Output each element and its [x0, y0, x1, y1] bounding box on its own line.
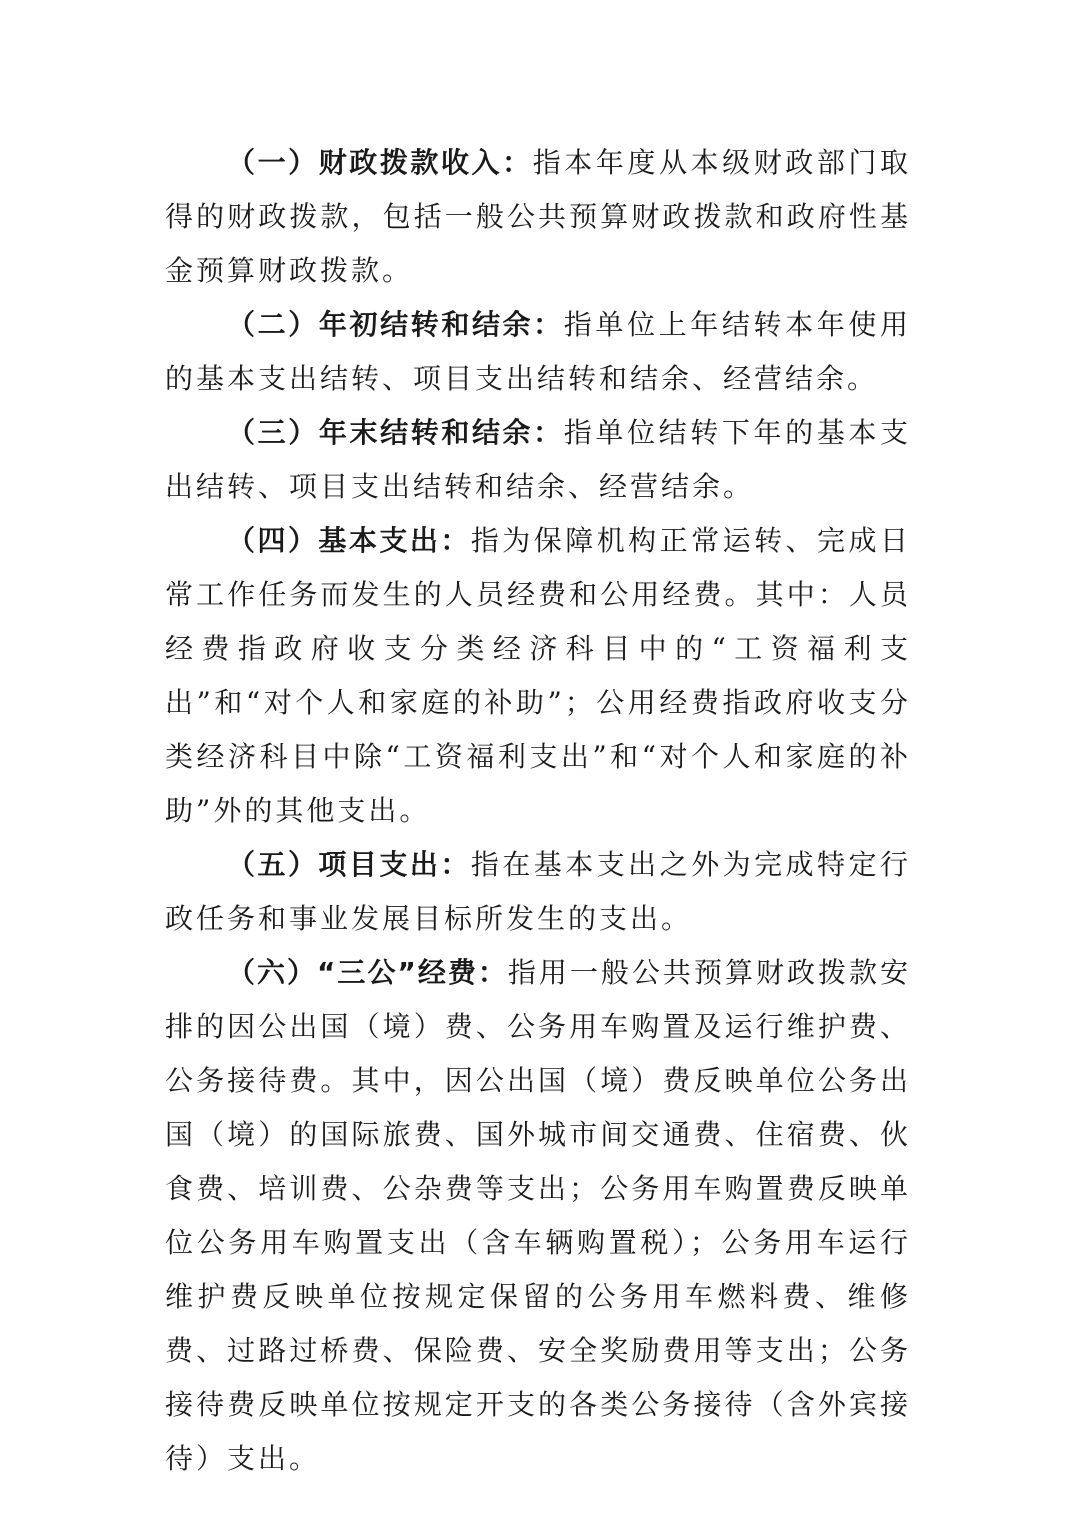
paragraph-6: [165, 946, 911, 1486]
paragraph-3-heading: （三）年末结转和结余：: [227, 416, 564, 449]
paragraph-4: [165, 514, 911, 838]
document-body: [165, 136, 911, 1486]
paragraph-1-heading: （一）财政拨款收入：: [227, 146, 533, 179]
paragraph-3: [165, 406, 911, 514]
paragraph-1-text: 指本年度从本级财政部门取得的财政拨款，包括一般公共预算财政拨款和政府性基金预算财政拨款。: [165, 146, 911, 287]
paragraph-5-text: 指在基本支出之外为完成特定行政任务和事业发展目标所发生的支出。: [165, 848, 911, 935]
paragraph-6-text: 指用一般公共预算财政拨款安排的因公出国（境）费、公务用车购置及运行维护费、公务接待费。其中，因公出国（境）费反映单位公务出国（境）的国际旅费、国外城市间交通费、住宿费、伙食费、培训费、公杂费等支出；公务用车购置费反映单位公务用车购置支出（含车辆购置税）；公务用车运行维护费反映单位按规定保留的公务用车燃料费、维修费、过路过桥费、保险费、安全奖励费用等支出；公务接待费反映单位按规定开支的各类公务接待（含外宾接待）支出。: [165, 956, 911, 1475]
paragraph-5: [165, 838, 911, 946]
paragraph-5-heading: （五）项目支出：: [227, 848, 471, 881]
paragraph-4-heading: （四）基本支出：: [227, 524, 471, 557]
paragraph-2: [165, 298, 911, 406]
paragraph-4-text: 指为保障机构正常运转、完成日常工作任务而发生的人员经费和公用经费。其中：人员经费指政府收支分类经济科目中的“工资福利支出”和“对个人和家庭的补助”；公用经费指政府收支分类经济科目中除“工资福利支出”和“对个人和家庭的补助”外的其他支出。: [165, 524, 911, 827]
paragraph-2-text: 指单位上年结转本年使用的基本支出结转、项目支出结转和结余、经营结余。: [165, 308, 911, 395]
paragraph-1: [165, 136, 911, 298]
paragraph-2-heading: （二）年初结转和结余：: [227, 308, 564, 341]
paragraph-6-heading: （六）“三公”经费：: [227, 956, 508, 989]
paragraph-3-text: 指单位结转下年的基本支出结转、项目支出结转和结余、经营结余。: [165, 416, 911, 503]
